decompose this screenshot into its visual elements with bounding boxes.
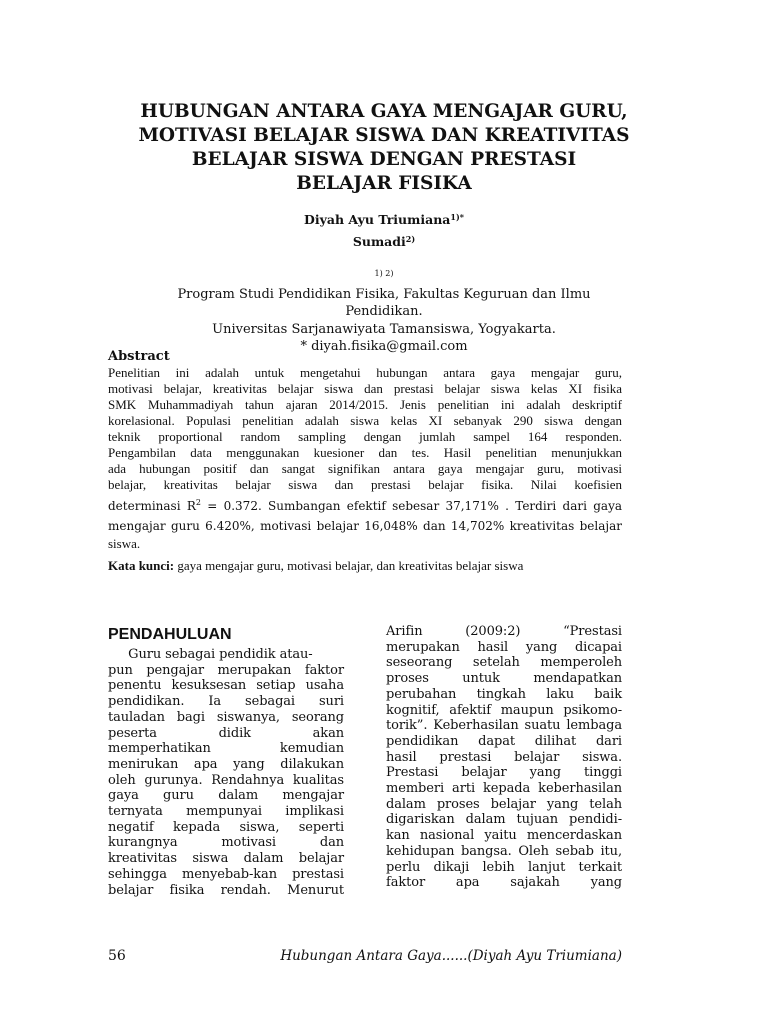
affiliation-text: Program Studi Pendidikan Fisika, Fakultas Keguruan dan Ilmu	[177, 286, 591, 302]
paragraph-line: digariskan dalam tujuan pendidi-	[386, 812, 622, 828]
author-marker: 2)	[405, 234, 416, 244]
affiliation-marker: 1) 2)	[374, 269, 394, 278]
paragraph-line: sehingga menyebab-kan prestasi	[108, 866, 344, 882]
affiliation-line: Universitas Sarjanawiyata Tamansiswa, Yogyakarta.	[212, 321, 556, 337]
page-number: 56	[108, 948, 126, 964]
paragraph-line: kan nasional yaitu mencerdaskan	[386, 828, 622, 844]
affiliation-line	[130, 265, 638, 303]
paragraph-line: kognitif, afektif maupun psikomo-	[386, 702, 622, 718]
paragraph-line: belajar fisika rendah. Menurut	[108, 882, 344, 898]
author-name: Diyah Ayu Triumiana	[304, 212, 451, 227]
keywords-text: gaya mengajar guru, motivasi belajar, dan kreativitas belajar siswa	[174, 558, 524, 573]
abstract-line: teknik proportional random sampling dengan jumlah sampel 164 responden.	[108, 429, 622, 444]
abstract-line: korelasional. Populasi penelitian adalah siswa kelas XI sebanyak 290 siswa dengan	[108, 413, 622, 428]
paragraph-line: kehidupan bangsa. Oleh sebab itu,	[386, 843, 622, 859]
abstract-line: ada hubungan positif dan sangat signifikan antara gaya mengajar guru, motivasi	[108, 461, 622, 476]
title-line: MOTIVASI BELAJAR SISWA DAN KREATIVITAS	[138, 125, 630, 146]
abstract-line: SMK Muhammadiyah tahun ajaran 2014/2015. Jenis penelitian ini adalah deskriptif	[108, 397, 622, 412]
affiliation-line: Pendidikan.	[345, 304, 423, 319]
paragraph-line: penentu kesuksesan setiap usaha	[108, 678, 344, 694]
paragraph-line: pendidikan dapat dilihat dari	[386, 733, 622, 749]
paragraph-line: memperhatikan kemudian	[108, 741, 344, 757]
paragraph-line: oleh gurunya. Rendahnya kualitas	[108, 772, 344, 788]
running-title: Hubungan Antara Gaya......(Diyah Ayu Triumiana)	[280, 948, 622, 964]
title-line: BELAJAR FISIKA	[296, 173, 472, 194]
paragraph-line: torik”. Keberhasilan suatu lembaga	[386, 718, 622, 734]
paragraph-line: ternyata mempunyai implikasi	[108, 804, 344, 820]
abstract-line: Pengambilan data menggunakan kuesioner dan tes. Hasil penelitian menunjukkan	[108, 445, 622, 460]
abstract-line: siswa.	[108, 536, 141, 551]
paragraph-line: peserta didik akan	[108, 725, 344, 741]
paragraph-line: pun pengajar merupakan faktor	[108, 662, 344, 678]
paper-title	[110, 100, 658, 196]
r2-exponent: 2	[195, 498, 201, 507]
paragraph-line: menirukan apa yang dilakukan	[108, 756, 344, 772]
paragraph-line: Arifin (2009:2) “Prestasi	[386, 624, 622, 639]
paragraph-line: kreativitas siswa dalam belajar	[108, 851, 344, 867]
r2-label: determinasi R	[108, 499, 196, 513]
paragraph-line: proses untuk mendapatkan	[386, 671, 622, 687]
paragraph-line: Prestasi belajar yang tinggi	[386, 765, 622, 781]
left-column-text	[108, 647, 344, 898]
affiliation	[130, 265, 638, 356]
paragraph-line: tauladan bagi siswanya, seorang	[108, 709, 344, 725]
paragraph-line: merupakan hasil yang dicapai	[386, 639, 622, 655]
left-column	[108, 625, 344, 898]
paragraph-line: negatif kepada siswa, seperti	[108, 819, 344, 835]
author-name: Sumadi	[352, 234, 406, 249]
title-line: BELAJAR SISWA DENGAN PRESTASI	[191, 149, 577, 170]
author-2	[184, 230, 584, 251]
paragraph-line: dalam proses belajar yang telah	[386, 796, 622, 812]
paragraph-line: kurangnya motivasi dan	[108, 835, 344, 851]
paragraph-line: perubahan tingkah laku baik	[386, 686, 622, 702]
r2-text: = 0.372. Sumbangan efektif sebesar 37,171% . Terdiri dari gaya	[200, 499, 623, 513]
title-line: HUBUNGAN ANTARA GAYA MENGAJAR GURU,	[140, 101, 628, 122]
paragraph-line: hasil prestasi belajar siswa.	[386, 749, 622, 765]
right-column-text	[386, 624, 622, 891]
abstract-line: Penelitian ini adalah untuk mengetahui hubungan antara gaya mengajar guru,	[108, 365, 622, 380]
abstract-line: motivasi belajar, kreativitas belajar siswa dan prestasi belajar siswa kelas XI fisika	[108, 381, 622, 396]
keywords-label: Kata kunci:	[108, 558, 175, 573]
abstract-heading: Abstract	[108, 349, 170, 364]
section-heading: PENDAHULUAN	[108, 626, 232, 643]
right-column	[386, 624, 622, 891]
abstract-line: belajar, kreativitas belajar siswa dan prestasi belajar fisika. Nilai koefisien	[108, 477, 622, 492]
paragraph-line: seseorang setelah memperoleh	[386, 655, 622, 671]
paragraph-line: memberi arti kepada keberhasilan	[386, 781, 622, 797]
abstract-line: mengajar guru 6.420%, motivasi belajar 16,048% dan 14,702% kreativitas belajar	[108, 519, 622, 533]
author-email: * diyah.fisika@gmail.com	[300, 339, 468, 354]
paragraph-line: Guru sebagai pendidik atau-	[108, 647, 313, 662]
author-marker: 1)*	[450, 212, 464, 222]
abstract-line-r2	[108, 493, 622, 516]
author-1	[184, 208, 584, 229]
paragraph-line: faktor apa sajakah yang	[386, 875, 622, 891]
paragraph-line: gaya guru dalam mengajar	[108, 788, 344, 804]
paragraph-line: pendidikan. Ia sebagai suri	[108, 694, 344, 710]
abstract-body	[108, 365, 622, 552]
keywords	[108, 558, 628, 574]
paragraph-line: perlu dikaji lebih lanjut terkait	[386, 859, 622, 875]
